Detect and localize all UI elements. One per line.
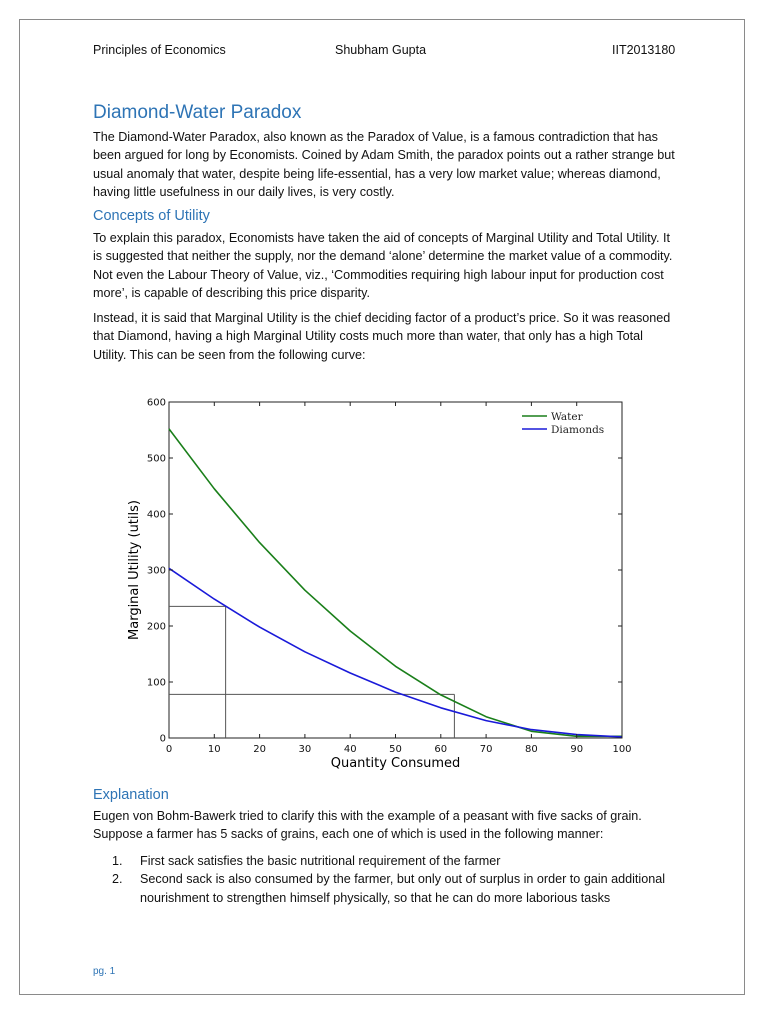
intro-paragraph — [93, 128, 678, 202]
utility-text-2: Instead, it is said that Marginal Utility is the chief deciding factor of a product’s price. So it was reasoned that Diamond, having a high Marginal Utility costs much more than water, that only has a high Total Utility. This can be seen from the following curve: — [93, 311, 671, 362]
page-number: pg. 1 — [93, 966, 116, 977]
x-tick-label: 70 — [479, 744, 493, 755]
intro-text: The Diamond-Water Paradox, also known as the Paradox of Value, is a famous contradiction that has been argued for long by Economists. Coined by Adam Smith, the paradox points out a rather strange but usual anomaly that water, despite being life-essential, has a very low market value; whereas diamond, having little usefulness in our daily lives, is very costly. — [93, 130, 675, 200]
x-tick-label: 100 — [612, 744, 632, 755]
x-tick-label: 10 — [207, 744, 221, 755]
header-student-id: IIT2013180 — [612, 43, 676, 57]
page-title: Diamond-Water Paradox — [93, 102, 302, 123]
x-tick-label: 80 — [525, 744, 538, 755]
list-item-text: Second sack is also consumed by the farmer, but only out of surplus in order to gain additional nourishment to strengthen himself physically, so that he can do more laborious tasks — [140, 872, 666, 905]
y-tick-label: 400 — [146, 509, 166, 521]
plot-area-border — [169, 402, 622, 738]
chart-frame — [169, 402, 622, 738]
header-author: Shubham Gupta — [335, 43, 427, 57]
y-tick-label: 0 — [159, 733, 166, 745]
utility-text-1: To explain this paradox, Economists have taken the aid of concepts of Marginal Utility and Total Utility. It is suggested that neither the supply, nor the demand ‘alone’ determine the market value of a commodity. Not even the Labour Theory of Value, viz., ‘Commodities requiring high labour input for production cost more’, is capable of describing this price disparity. — [93, 231, 673, 301]
utility-paragraph-1 — [93, 229, 678, 303]
sack-list — [112, 852, 672, 907]
list-item — [112, 852, 672, 870]
x-tick-label: 60 — [434, 744, 448, 755]
y-tick-label: 300 — [146, 565, 166, 577]
chart-ticks — [147, 398, 632, 756]
chart-series-group — [169, 429, 622, 737]
list-item — [112, 870, 672, 907]
x-tick-label: 30 — [298, 744, 312, 755]
x-tick-label: 90 — [570, 744, 584, 755]
x-tick-label: 0 — [165, 744, 173, 755]
list-item-number: 1. — [112, 854, 123, 868]
list-item-text: First sack satisfies the basic nutritional requirement of the farmer — [140, 854, 501, 868]
list-item-number: 2. — [112, 872, 123, 887]
header-course: Principles of Economics — [93, 43, 226, 57]
section-heading-utility: Concepts of Utility — [93, 208, 210, 224]
y-tick-label: 200 — [146, 621, 166, 633]
legend-label-water: Water — [551, 411, 583, 423]
series-line-diamonds — [169, 568, 622, 737]
series-line-water — [169, 429, 622, 736]
chart-legend — [518, 406, 620, 436]
legend-label-diamonds: Diamonds — [551, 424, 605, 436]
reference-lines — [169, 606, 454, 738]
explanation-paragraph — [93, 807, 678, 844]
section-heading-explanation: Explanation — [93, 787, 169, 803]
marginal-utility-chart — [120, 388, 640, 773]
y-tick-label: 100 — [146, 677, 166, 689]
y-axis-label: Marginal Utility (utils) — [127, 500, 142, 640]
x-tick-label: 20 — [253, 744, 266, 755]
x-tick-label: 50 — [389, 744, 402, 755]
y-tick-label: 600 — [146, 397, 166, 409]
y-tick-label: 500 — [146, 453, 166, 465]
x-tick-label: 40 — [343, 744, 357, 755]
explanation-text: Eugen von Bohm-Bawerk tried to clarify this with the example of a peasant with five sacks of grain. Suppose a farmer has 5 sacks of grains, each one of which is used in the following manner: — [93, 809, 642, 842]
x-axis-label: Quantity Consumed — [330, 756, 461, 771]
utility-paragraph-2 — [93, 309, 678, 364]
